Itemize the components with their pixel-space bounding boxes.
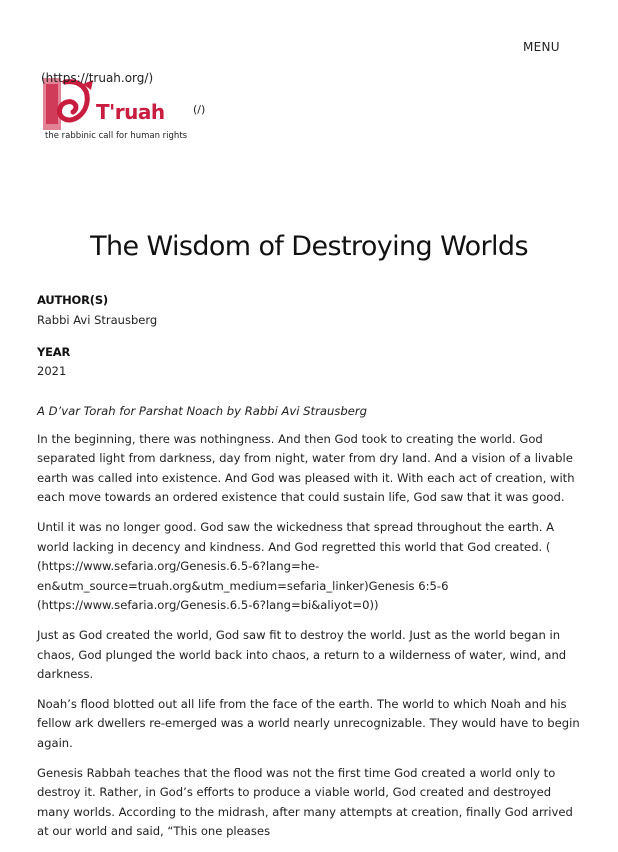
article-paragraph: In the beginning, there was nothingness. And then God took to creating the world. God separated light from darkness, day from night, water from dry land. And a vision of a livable earth was called into existence. And God was pleased with it. With each act of creation, with each move towards an ordered existence that could sustain life, God saw that it was good. bbox=[37, 431, 575, 505]
logo-wordmark: T'ruah bbox=[96, 100, 165, 124]
article-intro: A D’var Torah for Parshat Noach by Rabbi Avi Strausberg bbox=[37, 404, 367, 418]
logo-tagline: the rabbinic call for human rights bbox=[45, 131, 188, 141]
author-label: AUTHOR(S) bbox=[37, 293, 108, 307]
article-paragraph: Just as God created the world, God saw fit to destroy the world. Just as the world began in chaos, God plunged the world back into chaos, a return to a wilderness of water, wind, and darkness. bbox=[37, 627, 567, 682]
home-link[interactable]: (/) bbox=[193, 103, 206, 116]
year-value: 2021 bbox=[37, 364, 67, 378]
page-title: The Wisdom of Destroying Worlds bbox=[90, 231, 528, 262]
year-label: YEAR bbox=[37, 345, 71, 359]
menu-button[interactable]: MENU bbox=[523, 40, 560, 54]
logo-link-text[interactable]: (https://truah.org/) bbox=[41, 71, 154, 85]
article-body bbox=[37, 402, 585, 852]
author-name[interactable]: Rabbi Avi Strausberg bbox=[37, 313, 158, 327]
article-paragraph: Until it was no longer good. God saw the wickedness that spread throughout the earth. A world lacking in decency and kindness. And God regretted this world that God created. ( (https://www.sefaria.org/Genesis.6.5-6?lang=he-en&utm_source=truah.org&utm_medium=sefaria_linker)Genesis 6:5-6 (https://www.sefaria.org/Genesis.6.5-6?lang=bi&aliyot=0)) bbox=[37, 519, 555, 613]
truah-logo[interactable] bbox=[43, 78, 206, 144]
shofar-icon bbox=[43, 78, 99, 134]
article-paragraph: Noah’s flood blotted out all life from the face of the earth. The world to which Noah and his fellow ark dwellers re-emerged was a world nearly unrecognizable. They would have to begin again. bbox=[37, 696, 580, 750]
article-paragraph: Genesis Rabbah teaches that the flood was not the first time God created a world only to destroy it. Rather, in God’s efforts to produce a viable world, God created and destroyed many worlds. According to the midrash, after many attempts at creation, finally God arrived at our world and said, “This one pleases bbox=[37, 765, 573, 839]
